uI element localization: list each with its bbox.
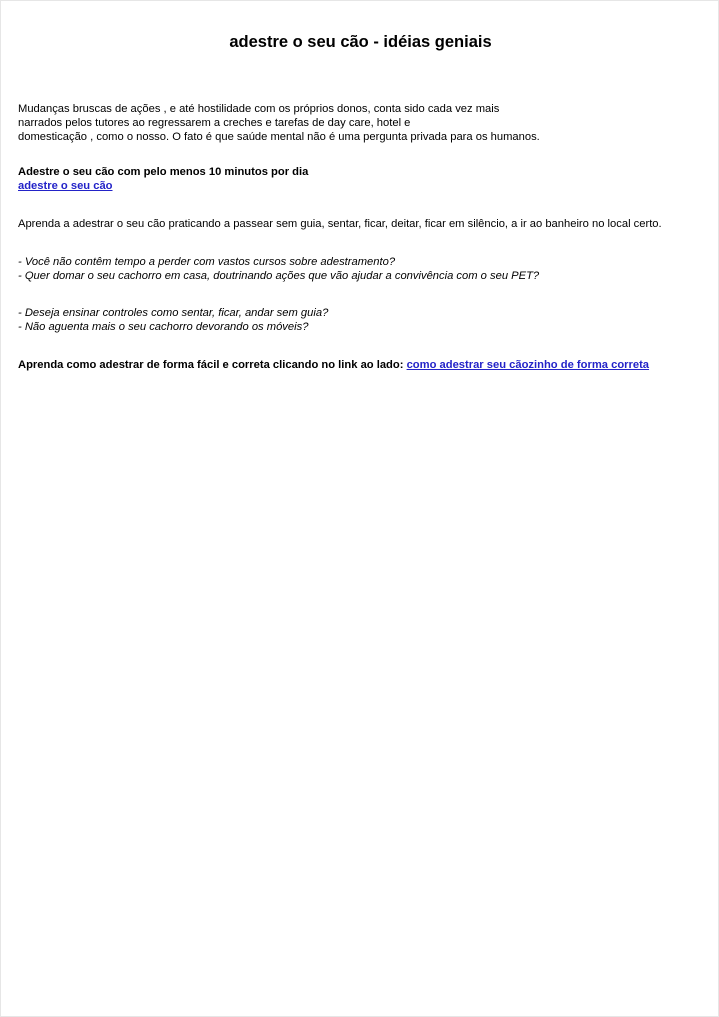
cta-paragraph [18, 359, 708, 373]
question-item: - Deseja ensinar controles como sentar, ficar, andar sem guia? [18, 307, 329, 320]
question-item: - Quer domar o seu cachorro em casa, doutrinando ações que vão ajudar a convivência com o seu PET? [18, 269, 540, 282]
intro-line-2: narrados pelos tutores ao regressarem a creches e tarefas de day care, hotel e [18, 116, 411, 129]
page-title: adestre o seu cão - idéias geniais [229, 33, 492, 51]
cta-text: Aprenda como adestrar de forma fácil e correta clicando no link ao lado: [18, 358, 407, 371]
learn-paragraph: Aprenda a adestrar o seu cão praticando a passear sem guia, sentar, ficar, deitar, ficar em silêncio, a ir ao banheiro no local certo. [18, 217, 662, 230]
questions-block-2 [18, 307, 708, 335]
section-block [18, 166, 708, 194]
section-heading: Adestre o seu cão com pelo menos 10 minutos por dia [18, 166, 309, 179]
questions-block-1 [18, 256, 708, 284]
question-item: - Você não contêm tempo a perder com vastos cursos sobre adestramento? [18, 255, 396, 268]
document-body [18, 103, 708, 373]
intro-line-1: Mudanças bruscas de ações , e até hostilidade com os próprios donos, conta sido cada vez mais [18, 103, 500, 115]
intro-paragraph [18, 103, 708, 144]
cta-link[interactable]: como adestrar seu cãozinho de forma correta [406, 358, 650, 371]
adestre-link[interactable]: adestre o seu cão [18, 180, 113, 193]
question-item: - Não aguenta mais o seu cachorro devorando os móveis? [18, 321, 309, 334]
intro-line-3: domesticação , como o nosso. O fato é que saúde mental não é uma pergunta privada para os humanos. [18, 130, 540, 143]
